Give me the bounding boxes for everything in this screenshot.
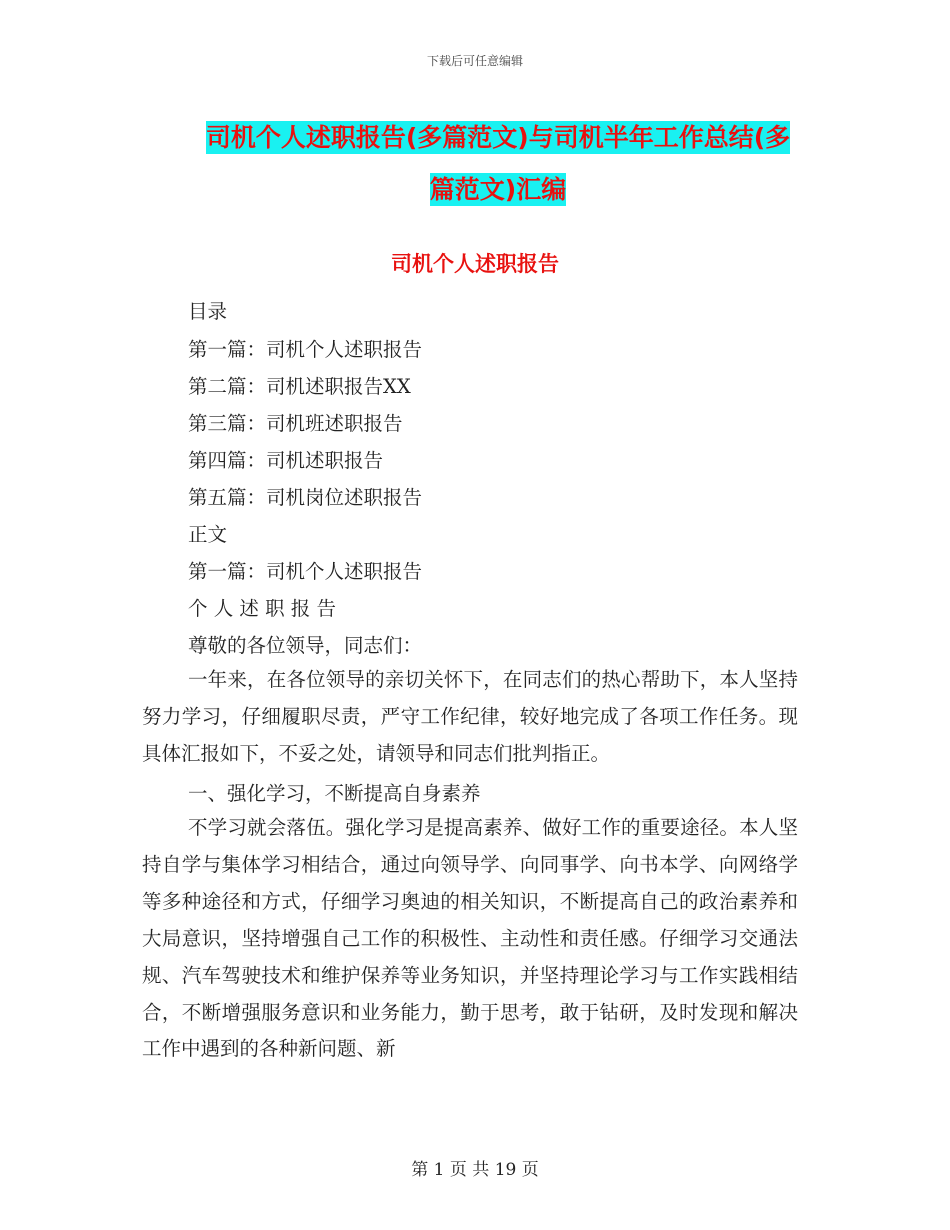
paragraph: 不学习就会落伍。强化学习是提高素养、做好工作的重要途径。本人坚持自学与集体学习相结合，通过向领导学、向同事学、向书本学、向网络学等多种途径和方式，仔细学习奥迪的相关知识，不断提高自己的政治素养和大局意识，坚持增强自己工作的积极性、主动性和责任感。仔细学习交通法规、汽车驾驶技术和维护保养等业务知识，并坚持理论学习与工作实践相结合，不断增强服务意识和业务能力，勤于思考，敢于钻研，及时发现和解决工作中遇到的各种新问题、新 bbox=[142, 816, 798, 1061]
paragraph: 一年来，在各位领导的亲切关怀下，在同志们的热心帮助下，本人坚持努力学习，仔细履职尽责，严守工作纪律，较好地完成了各项工作任务。现具体汇报如下，不妥之处，请领导和同志们批判指正。 bbox=[142, 668, 798, 765]
toc-item: 第二篇：司机述职报告XX bbox=[188, 375, 411, 398]
greeting: 尊敬的各位领导，同志们： bbox=[188, 634, 423, 657]
body-section-label: 正文 bbox=[188, 523, 228, 546]
section-heading: 一、强化学习，不断提高自身素养 bbox=[188, 782, 481, 805]
page-footer: 第 1 页 共 19 页 bbox=[411, 1160, 539, 1180]
document-title-line-1: 司机个人述职报告(多篇范文)与司机半年工作总结(多 bbox=[205, 123, 791, 152]
page-header: 下载后可任意编辑 bbox=[426, 54, 523, 68]
document-title-line-2: 篇范文)汇编 bbox=[429, 175, 567, 204]
toc-item: 第五篇：司机岗位述职报告 bbox=[188, 486, 423, 509]
toc-heading: 目录 bbox=[188, 300, 228, 323]
toc-item: 第三篇：司机班述职报告 bbox=[188, 412, 403, 435]
report-title: 个 人 述 职 报 告 bbox=[188, 597, 336, 620]
article-title: 第一篇：司机个人述职报告 bbox=[188, 560, 423, 583]
document-title bbox=[186, 112, 810, 216]
toc-item: 第四篇：司机述职报告 bbox=[188, 449, 384, 472]
section-title: 司机个人述职报告 bbox=[391, 252, 559, 276]
toc-item: 第一篇：司机个人述职报告 bbox=[188, 338, 423, 361]
